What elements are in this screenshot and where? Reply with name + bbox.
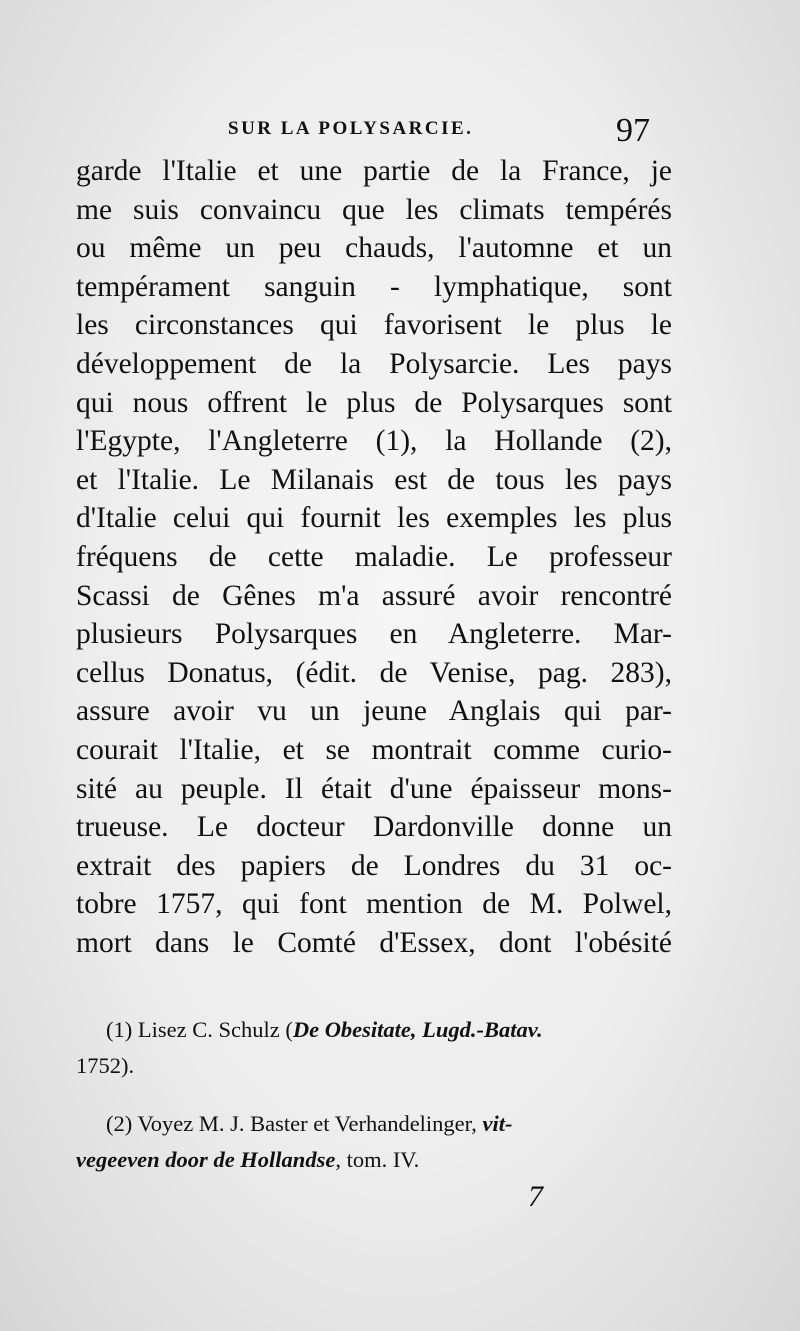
footnote-2-line-1 (76, 1106, 672, 1142)
footnotes (76, 1012, 672, 1200)
text-line: l'Egypte, l'Angleterre (1), la Hollande (2), (76, 425, 672, 458)
text-line: garde l'Italie et une partie de la France, je (76, 155, 672, 187)
text-line: tobre 1757, qui font mention de M. Polwel, (76, 888, 672, 921)
text-line: d'Italie celui qui fournit les exemples les plus (76, 502, 672, 535)
footnote-1-italic: De Obesitate, Lugd.-Batav. (292, 1017, 543, 1042)
text-line: Scassi de Gênes m'a assuré avoir rencontré (76, 579, 672, 612)
text-line: assure avoir vu un jeune Anglais qui par- (76, 695, 672, 728)
text-line: les circonstances qui favorisent le plus le (76, 309, 672, 342)
signature-mark: 7 (528, 1180, 543, 1213)
footnote-2-italic-2: vegeeven door de Hollandse (76, 1147, 336, 1172)
footnote-1 (76, 1012, 672, 1084)
text-line: extrait des papiers de Londres du 31 oc- (76, 849, 672, 882)
text-line: courait l'Italie, et se montrait comme curio- (76, 733, 672, 766)
footnote-1-line-2: 1752). (76, 1053, 135, 1078)
footnote-1-prefix: (1) Lisez C. Schulz ( (106, 1017, 293, 1042)
text-line: me suis convaincu que les climats tempérés (76, 193, 672, 226)
text-line: cellus Donatus, (édit. de Venise, pag. 283), (76, 656, 672, 689)
text-line: plusieurs Polysarques en Angleterre. Mar- (76, 618, 672, 651)
main-text (76, 152, 672, 962)
footnote-2-italic: vit- (482, 1111, 513, 1136)
text-line: développement de la Polysarcie. Les pays (76, 347, 672, 380)
text-line: et l'Italie. Le Milanais est de tous les pays (76, 463, 672, 496)
footnote-2 (76, 1106, 672, 1178)
text-line: tempérament sanguin - lymphatique, sont (76, 270, 672, 303)
footnote-2-line-2 (76, 1142, 672, 1178)
running-title: SUR LA POLYSARCIE. (228, 118, 474, 139)
page-number: 97 (616, 112, 650, 149)
text-line: qui nous offrent le plus de Polysarques sont (76, 386, 672, 419)
text-line: trueuse. Le docteur Dardonville donne un (76, 811, 672, 844)
text-line: ou même un peu chauds, l'automne et un (76, 232, 672, 265)
text-line: sité au peuple. Il était d'une épaisseur mons- (76, 772, 672, 805)
text-line: fréquens de cette maladie. Le professeur (76, 540, 672, 573)
footnote-2-rest: , tom. IV. (335, 1147, 420, 1172)
footnote-1-line-1 (76, 1012, 672, 1048)
text-line: mort dans le Comté d'Essex, dont l'obésité (76, 926, 672, 959)
footnote-2-prefix: (2) Voyez M. J. Baster et Verhandelinger, (106, 1111, 483, 1136)
